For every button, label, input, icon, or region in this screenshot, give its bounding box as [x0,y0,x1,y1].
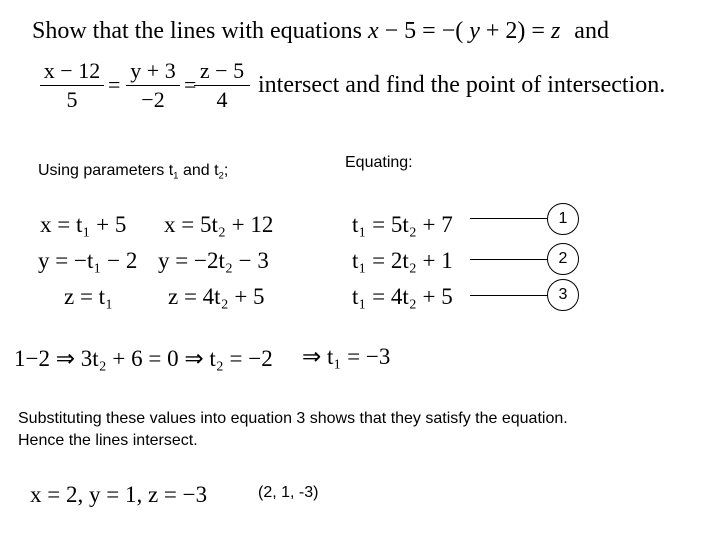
parameters-label [38,162,228,180]
problem-show-text: Show that the lines with equations [32,18,362,44]
connector-line-2 [470,259,550,260]
fraction-x [40,58,104,113]
params-text-a: Using parameters t [38,162,174,179]
fraction-y [126,58,180,113]
intersect-instruction: intersect and find the point of intersection. [258,72,666,98]
fraction-y-numerator: y + 3 [130,58,176,83]
param-eq-z1: z = t₁ [64,284,114,309]
params-sub1: 1 [173,170,179,182]
fraction-z-denominator: 4 [216,87,228,112]
fraction-x-numerator: x − 12 [43,58,101,83]
fraction-bar [126,85,180,86]
equation-number-3: 3 [547,279,579,311]
final-values: x = 2, y = 1, z = −3 [30,482,208,507]
var-z: z [550,18,561,44]
fraction-y-denominator: −2 [141,87,165,112]
params-sub2: 2 [218,170,224,182]
conclusion-line-1: Substituting these values into equation 3 shows that they satisfy the equation. [18,410,568,427]
params-text-c: ; [223,162,229,179]
var-y: y [469,18,480,44]
conclusion-line-2: Hence the lines intersect. [18,432,198,449]
solve-line: 1−2 ⇒ 3t₂ + 6 = 0 ⇒ t₂ = −2 [14,346,273,371]
var-x: x [367,18,379,44]
fraction-z-numerator: z − 5 [199,58,245,83]
equation-part-b: + 2) = [485,18,545,44]
fraction-bar [40,85,104,86]
equating-label: Equating: [345,154,413,171]
intersection-point: (2, 1, -3) [258,484,319,501]
fraction-x-denominator: 5 [66,87,78,112]
equals-sign: = [184,72,197,97]
equation-number-1: 1 [547,203,579,235]
param-eq-x2: x = 5t₂ + 12 [164,212,274,237]
problem-statement-line1 [32,18,609,45]
param-eq-z2: z = 4t₂ + 5 [168,284,265,309]
connector-line-1 [470,218,550,219]
equation-number-2: 2 [547,243,579,275]
equated-eq-1: t₁ = 5t₂ + 7 [352,212,453,237]
fraction-bar [194,85,250,86]
param-eq-y1: y = −t₁ − 2 [38,248,138,273]
equated-eq-2: t₁ = 2t₂ + 1 [352,248,453,273]
param-eq-x1: x = t₁ + 5 [40,212,127,237]
equation-part-a: − 5 = −( [384,18,464,44]
solve-result: ⇒ t₁ = −3 [302,344,391,369]
fraction-z [194,58,250,113]
equated-eq-3: t₁ = 4t₂ + 5 [352,284,453,309]
param-eq-y2: y = −2t₂ − 3 [158,248,269,273]
params-text-b: and t [178,162,219,179]
equals-sign: = [108,72,121,97]
connector-line-3 [470,295,550,296]
and-text: and [574,18,609,44]
